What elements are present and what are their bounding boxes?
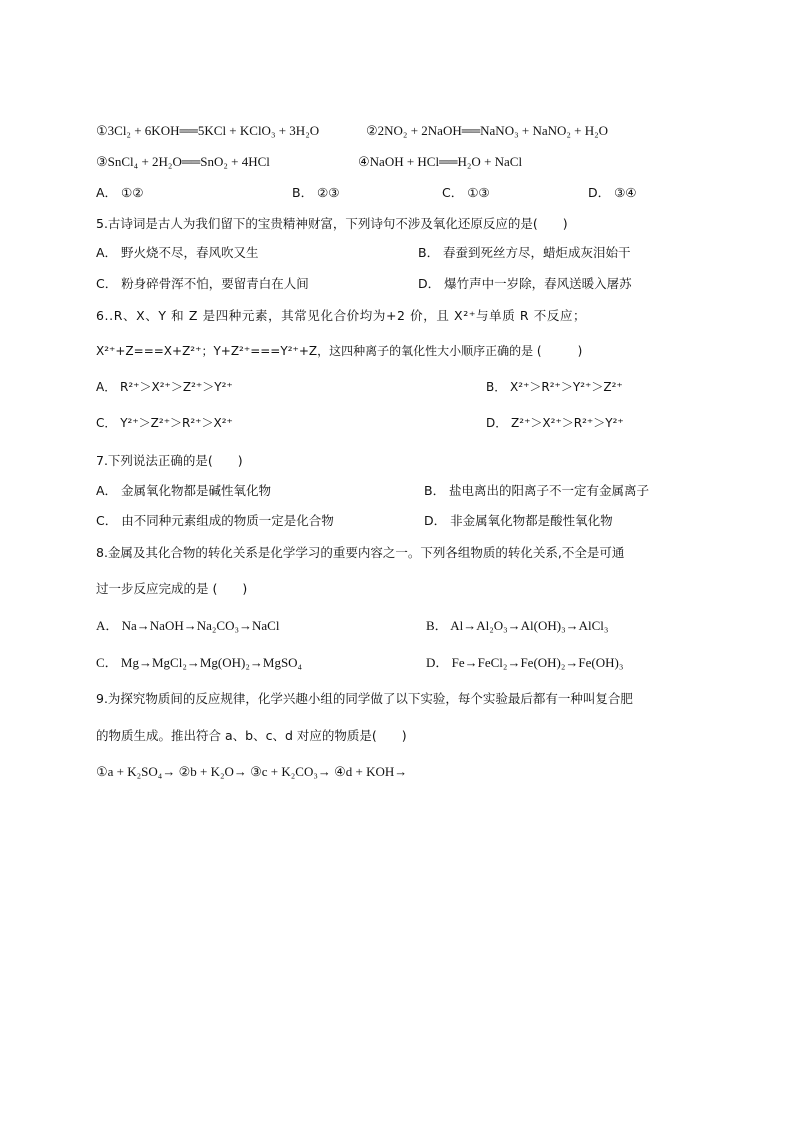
q9-reactions: ①a + K₂SO₄→ ②b + K₂O→ ③c + K₂CO₃→ ④d + KOH→ xyxy=(96,764,408,779)
q7-option-a[interactable]: A． 金属氧化物都是碱性氧化物 xyxy=(96,483,272,498)
q9-stem-1: 9.为探究物质间的反应规律，化学兴趣小组的同学做了以下实验，每个实验最后都有一种叫复合肥 xyxy=(96,691,633,706)
reaction-3: ③SnCl₄ + 2H₂O══SnO₂ + 4HCl xyxy=(96,154,270,169)
q7-stem: 7.下列说法正确的是( ) xyxy=(96,453,243,468)
q5-option-a[interactable]: A． 野火烧不尽，春风吹又生 xyxy=(96,245,259,260)
q7-option-d[interactable]: D． 非金属氧化物都是酸性氧化物 xyxy=(424,513,613,528)
reaction-4: ④NaOH + HCl══H₂O + NaCl xyxy=(358,154,523,169)
q8-stem-2: 过一步反应完成的是 ( ) xyxy=(96,581,248,596)
q5-stem: 5.古诗词是古人为我们留下的宝贵精神财富，下列诗句不涉及氧化还原反应的是( ) xyxy=(96,216,568,231)
q6-option-c[interactable]: C． Y²⁺＞Z²⁺＞R²⁺＞X²⁺ xyxy=(96,416,233,430)
q6-stem-2: X²⁺+Z===X+Z²⁺；Y+Z²⁺===Y²⁺+Z，这四种离子的氧化性大小顺序正确的是 ( ) xyxy=(96,344,583,358)
q5-option-c[interactable]: C． 粉身碎骨浑不怕，要留青白在人间 xyxy=(96,276,309,291)
q9-stem-2: 的物质生成。推出符合 a、b、c、d 对应的物质是( ) xyxy=(96,728,407,743)
q4-option-a[interactable]: A． ①② xyxy=(96,185,144,200)
q8-option-a[interactable]: A． Na→NaOH→Na₂CO₃→NaCl xyxy=(96,618,280,633)
q5-option-b[interactable]: B． 春蚕到死丝方尽，蜡炬成灰泪始干 xyxy=(418,245,631,260)
reaction-1: ①3Cl₂ + 6KOH══5KCl + KClO₃ + 3H₂O xyxy=(96,123,320,138)
q6-option-b[interactable]: B． X²⁺＞R²⁺＞Y²⁺＞Z²⁺ xyxy=(486,380,623,394)
q7-option-b[interactable]: B． 盐电离出的阳离子不一定有金属离子 xyxy=(424,483,650,498)
q8-stem-1: 8.金属及其化合物的转化关系是化学学习的重要内容之一。下列各组物质的转化关系,不全是可通 xyxy=(96,545,625,560)
q6-stem-1: 6..R、X、Y 和 Z 是四种元素，其常见化合价均为+2 价，且 X²⁺与单质 R 不反应； xyxy=(96,308,587,323)
q5-option-d[interactable]: D． 爆竹声中一岁除，春风送暖入屠苏 xyxy=(418,276,632,291)
q4-option-c[interactable]: C． ①③ xyxy=(442,185,490,200)
q8-option-c[interactable]: C． Mg→MgCl₂→Mg(OH)₂→MgSO₄ xyxy=(96,655,303,670)
q6-option-d[interactable]: D． Z²⁺＞X²⁺＞R²⁺＞Y²⁺ xyxy=(486,416,624,430)
q8-option-b[interactable]: B． Al→Al₂O₃→Al(OH)₃→AlCl₃ xyxy=(426,618,609,633)
q8-option-d[interactable]: D． Fe→FeCl₂→Fe(OH)₂→Fe(OH)₃ xyxy=(426,655,624,670)
reaction-2: ②2NO₂ + 2NaOH══NaNO₃ + NaNO₂ + H₂O xyxy=(366,123,609,138)
q4-option-b[interactable]: B． ②③ xyxy=(292,185,340,200)
q7-option-c[interactable]: C． 由不同种元素组成的物质一定是化合物 xyxy=(96,513,334,528)
q4-option-d[interactable]: D． ③④ xyxy=(588,185,637,200)
q6-option-a[interactable]: A． R²⁺＞X²⁺＞Z²⁺＞Y²⁺ xyxy=(96,380,233,394)
